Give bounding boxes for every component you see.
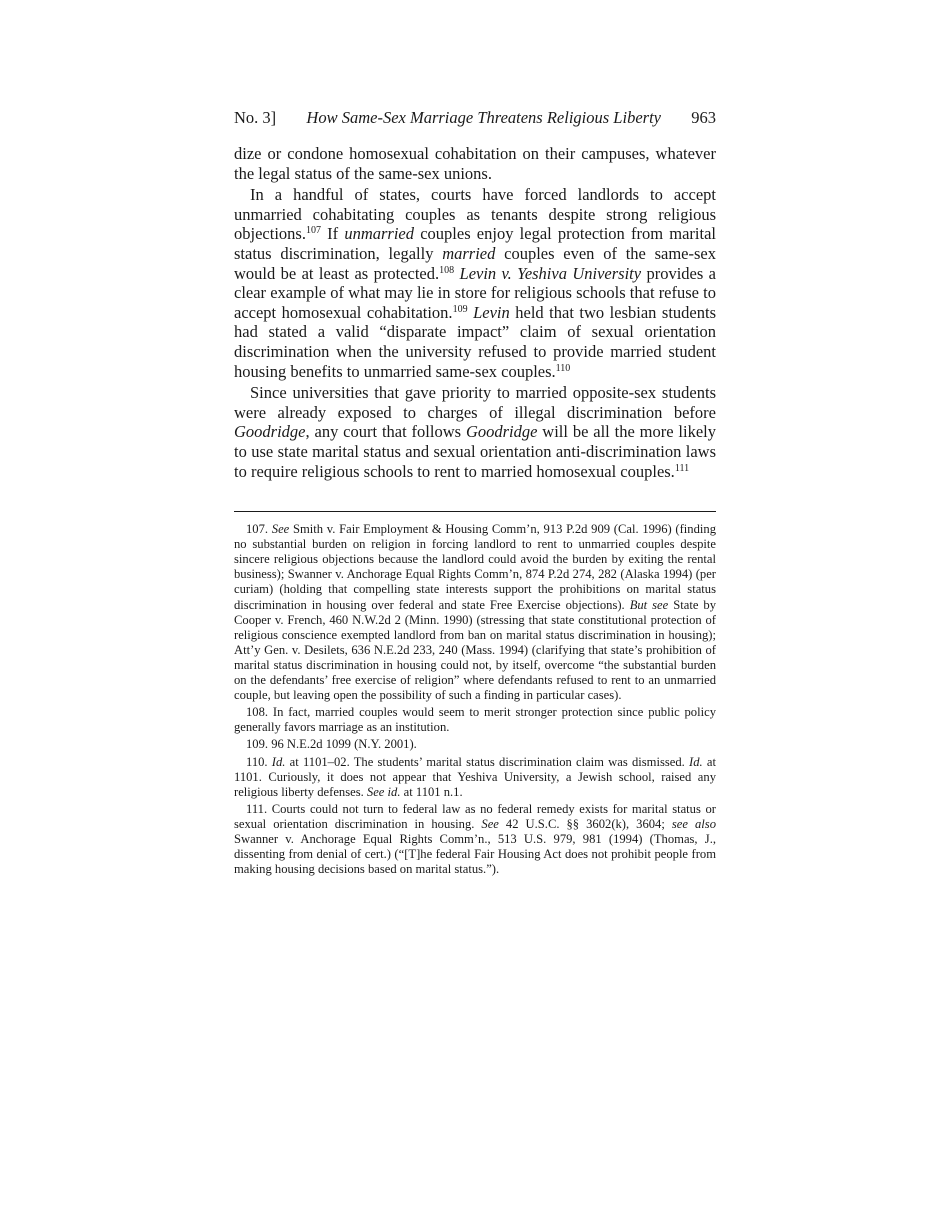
footnote-110: 110. Id. at 1101–02. The students’ marital status discrimination claim was dismissed. Id. at 1101. Curiously, it does not appear that Yeshiva University, a Jewish school, raised any religious liberty defenses. See id. at 1101 n.1.	[234, 754, 716, 799]
body-paragraph-1: dize or condone homosexual cohabitation on their campuses, whatever the legal status of the same-sex unions.	[234, 144, 716, 183]
page	[234, 106, 716, 879]
body-paragraph-3: Since universities that gave priority to married opposite-sex students were already exposed to charges of illegal discrimination before Goodridge, any court that follows Goodridge will be all the more likely to use state marital status and sexual orientation anti-discrimination laws to require religious schools to rent to married homosexual couples.$^{111}$	[234, 383, 717, 481]
footnote-ref-109: 109	[452, 303, 468, 315]
footnote-111: 111. Courts could not turn to federal law as no federal remedy exists for marital status or sexual orientation discrimination in housing. See 42 U.S.C. §§ 3602(k), 3604; see also Swanner v. Anchorage Equal Rights Comm’n., 513 U.S. 979, 981 (1994) (Thomas, J., dissenting from denial of cert.) (“[T]he federal Fair Housing Act does not prohibit people from making housing decisions based on marital status.”).	[234, 801, 716, 877]
running-header	[234, 106, 716, 130]
footnote-109: 109. 96 N.E.2d 1099 (N.Y. 2001).	[246, 737, 417, 752]
footnote-108: 108. In fact, married couples would seem to merit stronger protection since public policy generally favors marriage as an institution.	[234, 705, 716, 735]
footnote-ref-108: 108	[439, 264, 455, 276]
issue-number: No. 3]	[234, 108, 277, 127]
footnote-divider	[234, 511, 716, 512]
body-paragraph-2: In a handful of states, courts have forced landlords to accept unmarried cohabitating couples as tenants despite strong religious objections.$^{107}$ If unmarried couples enjoy legal protection from marital status discrimination, legally married couples even of the same-sex would be at least as protected.$^{108}$ Levin v. Yeshiva University provides a clear example of what may lie in store for religious schools that refuse to accept homosexual cohabitation.$^{109}$ Levin held that two lesbian students had stated a valid “disparate impact” claim of sexual orientation discrimination when the university refused to provide married student housing benefits to unmarried same-sex couples.$^{110}$	[234, 185, 716, 381]
case-name: Levin v. Yeshiva University	[459, 263, 642, 283]
footnote-107: 107. See Smith v. Fair Employment & Housing Comm’n, 913 P.2d 909 (Cal. 1996) (finding no substantial burden on religion in forcing landlord to rent to unmarried couples despite sincere religious objections because the landlord could avoid the burden by exiting the rental business); Swanner v. Anchorage Equal Rights Comm’n, 874 P.2d 274, 282 (Alaska 1994) (per curiam) (holding that compelling state interests support the prohibitions on marital status discrimination in housing over federal and state Free Exercise objections). But see State by Cooper v. French, 460 N.W.2d 2 (Minn. 1990) (stressing that state constitutional protection of religious conscience exempted landlord from ban on marital status discrimination in housing); Att’y Gen. v. Desilets, 636 N.E.2d 233, 240 (Mass. 1994) (clarifying that state’s prohibition of marital status discrimination in housing could not, by itself, overcome “the substantial burden on the defendants’ free exercise of religion” where defendants refused to rent to an unmarried couple, but leaving open the possibility of such a finding in particular cases).	[234, 522, 716, 703]
footnote-ref-111: 111	[674, 462, 690, 474]
article-title: How Same-Sex Marriage Threatens Religious Liberty	[306, 108, 661, 127]
footnote-ref-107: 107	[305, 225, 321, 237]
footnote-ref-110: 110	[555, 362, 571, 374]
page-number: 963	[691, 108, 716, 127]
